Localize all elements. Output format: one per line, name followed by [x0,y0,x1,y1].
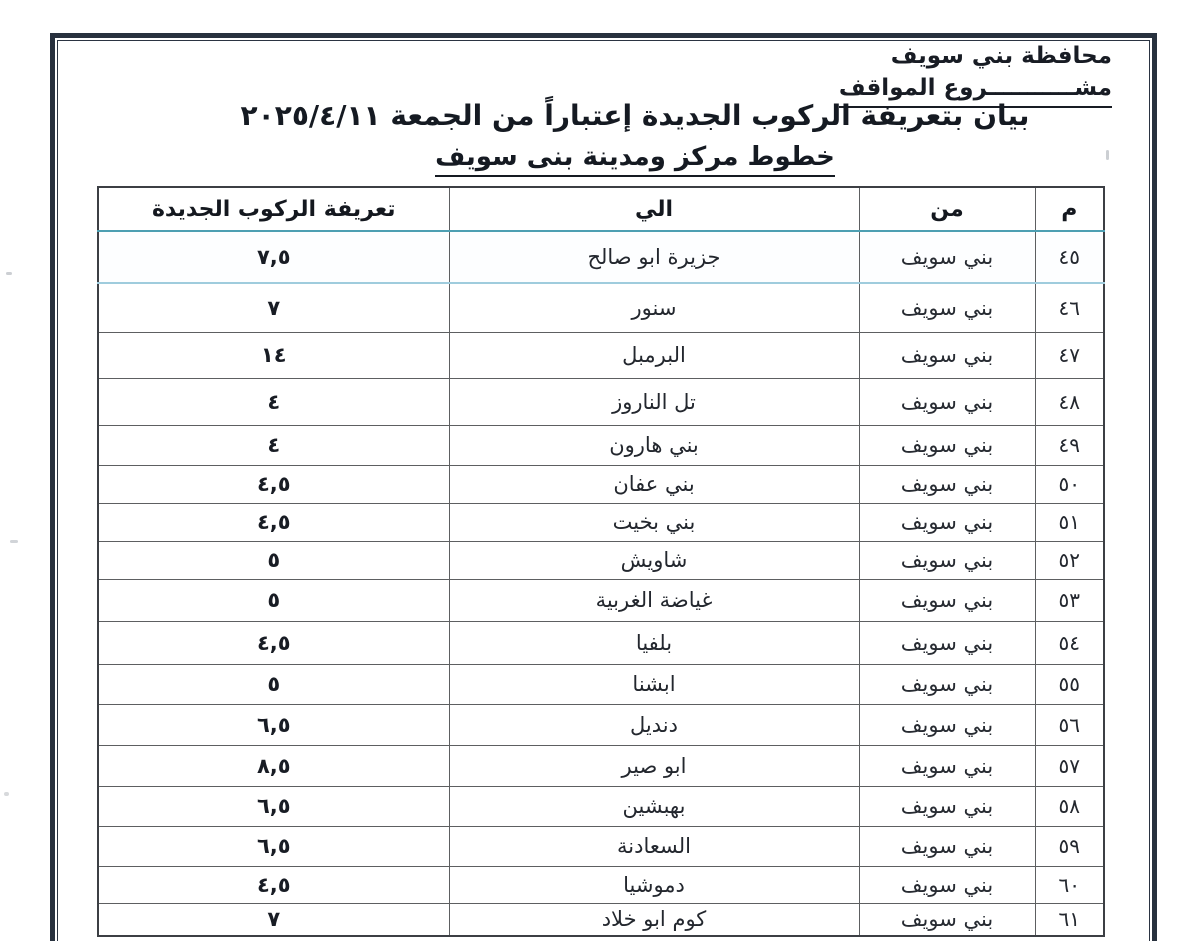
table-row [98,866,1104,903]
header-row [98,187,1104,231]
row-destination: دموشيا [449,866,859,903]
row-destination: بني عفان [449,465,859,503]
table-row [98,283,1104,332]
row-fare: ٥ [98,664,449,704]
table-row [98,786,1104,826]
row-origin: بني سويف [859,866,1035,903]
row-destination: جزيرة ابو صالح [449,231,859,283]
row-fare: ٦,٥ [98,704,449,745]
row-origin: بني سويف [859,378,1035,425]
row-fare: ١٤ [98,332,449,378]
row-origin: بني سويف [859,231,1035,283]
row-destination: ابو صير [449,745,859,786]
table-row [98,621,1104,664]
scan-artifact [10,540,18,543]
row-destination: بلفيا [449,621,859,664]
row-serial: ٥٥ [1035,664,1104,704]
row-fare: ٥ [98,579,449,621]
row-destination: بني بخيت [449,503,859,541]
row-serial: ٤٧ [1035,332,1104,378]
row-fare: ٥ [98,541,449,579]
header-from: من [859,187,1035,231]
document-subtitle: خطوط مركز ومدينة بنى سويف [130,142,1140,177]
row-serial: ٥٤ [1035,621,1104,664]
row-origin: بني سويف [859,903,1035,936]
table-row [98,704,1104,745]
row-destination: غياضة الغربية [449,579,859,621]
table-row [98,826,1104,866]
row-destination: البرمبل [449,332,859,378]
table-row [98,425,1104,465]
row-serial: ٤٩ [1035,425,1104,465]
row-serial: ٥٨ [1035,786,1104,826]
row-serial: ٦٠ [1035,866,1104,903]
row-origin: بني سويف [859,283,1035,332]
header-new-fare: تعريفة الركوب الجديدة [98,187,449,231]
row-origin: بني سويف [859,503,1035,541]
row-serial: ٥١ [1035,503,1104,541]
row-fare: ٨,٥ [98,745,449,786]
row-destination: تل الناروز [449,378,859,425]
row-destination: السعادنة [449,826,859,866]
row-destination: ابشنا [449,664,859,704]
table-row [98,332,1104,378]
row-fare: ٤,٥ [98,465,449,503]
row-origin: بني سويف [859,704,1035,745]
row-origin: بني سويف [859,826,1035,866]
scan-artifact [6,272,12,275]
row-origin: بني سويف [859,425,1035,465]
table-row [98,579,1104,621]
project-name: مشـــــــــــروع المواقف [839,72,1112,108]
row-fare: ٧ [98,283,449,332]
table-row [98,378,1104,425]
row-destination: شاويش [449,541,859,579]
row-serial: ٦١ [1035,903,1104,936]
row-serial: ٥٠ [1035,465,1104,503]
row-serial: ٥٩ [1035,826,1104,866]
row-origin: بني سويف [859,621,1035,664]
fare-table-header [98,187,1104,231]
row-serial: ٥٦ [1035,704,1104,745]
row-fare: ٦,٥ [98,826,449,866]
table-row [98,465,1104,503]
row-origin: بني سويف [859,786,1035,826]
row-fare: ٤ [98,378,449,425]
row-fare: ٤,٥ [98,621,449,664]
row-origin: بني سويف [859,332,1035,378]
row-origin: بني سويف [859,745,1035,786]
table-row [98,503,1104,541]
header-to: الي [449,187,859,231]
row-origin: بني سويف [859,664,1035,704]
governorate-name: محافظة بني سويف [890,43,1112,69]
header-serial: م [1035,187,1104,231]
row-origin: بني سويف [859,541,1035,579]
document-title: بيان بتعريفة الركوب الجديدة إعتباراً من الجمعة ٢٠٢٥/٤/١١ [240,99,1030,132]
row-fare: ٧,٥ [98,231,449,283]
row-fare: ٤,٥ [98,503,449,541]
table-row [98,541,1104,579]
row-origin: بني سويف [859,579,1035,621]
row-destination: بهبشين [449,786,859,826]
row-serial: ٥٧ [1035,745,1104,786]
table-row [98,664,1104,704]
row-serial: ٤٦ [1035,283,1104,332]
scan-artifact [4,792,9,796]
row-serial: ٥٢ [1035,541,1104,579]
row-destination: سنور [449,283,859,332]
organization-header [839,40,1112,108]
row-destination: كوم ابو خلاد [449,903,859,936]
row-destination: بني هارون [449,425,859,465]
row-serial: ٤٨ [1035,378,1104,425]
row-destination: دنديل [449,704,859,745]
fare-table-body [98,231,1104,936]
row-fare: ٧ [98,903,449,936]
row-serial: ٤٥ [1035,231,1104,283]
row-origin: بني سويف [859,465,1035,503]
fare-table [97,186,1105,937]
table-row [98,231,1104,283]
row-fare: ٤,٥ [98,866,449,903]
row-fare: ٦,٥ [98,786,449,826]
table-row [98,903,1104,936]
row-serial: ٥٣ [1035,579,1104,621]
table-row [98,745,1104,786]
row-fare: ٤ [98,425,449,465]
